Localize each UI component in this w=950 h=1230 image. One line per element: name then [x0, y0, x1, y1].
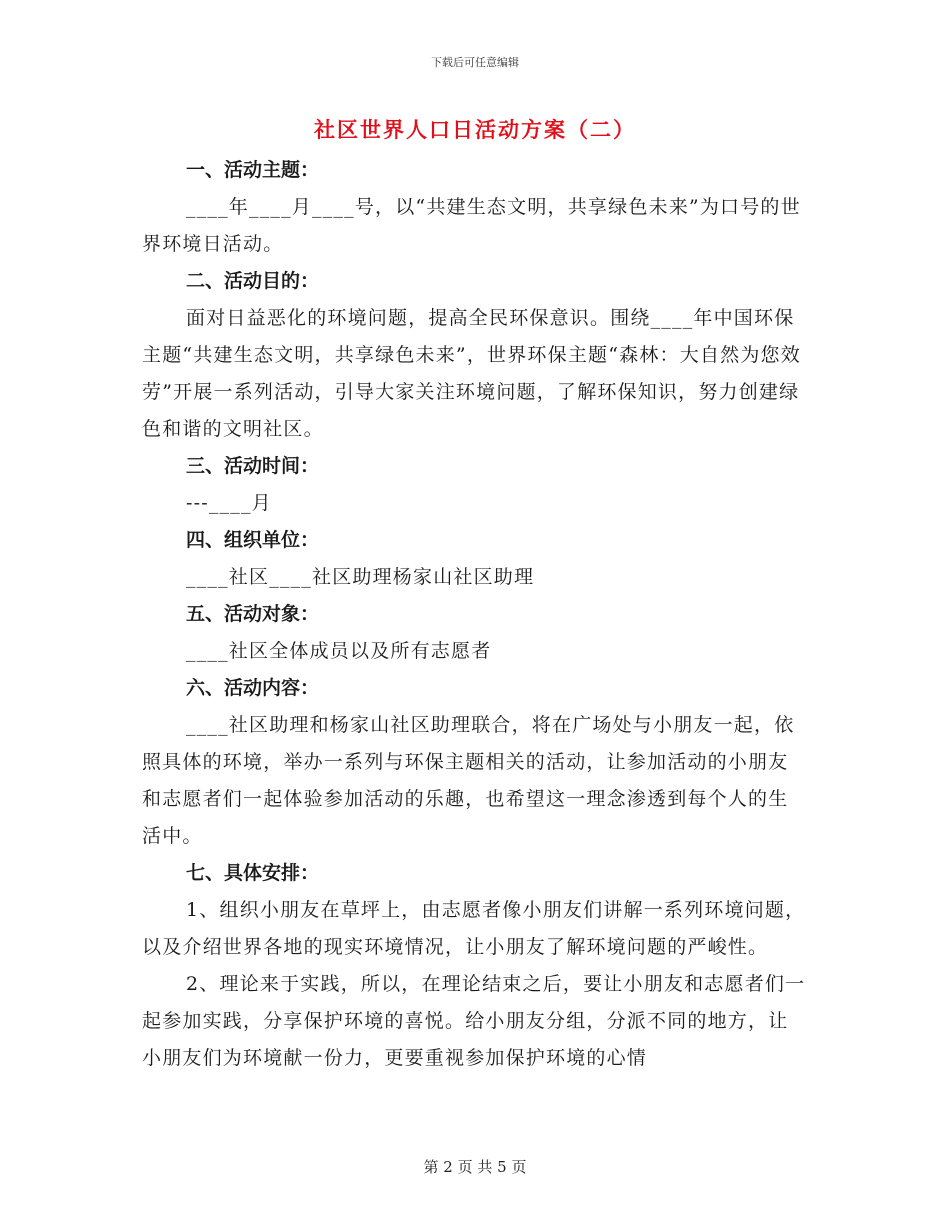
section-paragraph: 2、理论来于实践，所以，在理论结束之后，要让小朋友和志愿者们一起参加实践，分享保护环境的喜悦。给小朋友分组，分派不同的地方，让小朋友们为环境献一份力，更要重视参加保护环境的心情	[142, 973, 806, 1069]
section-paragraph: ____社区全体成员以及所有志愿者	[186, 640, 492, 662]
section-heading: 五、活动对象：	[186, 603, 320, 625]
section-paragraph: ____社区____社区助理杨家山社区助理	[186, 566, 535, 588]
section-paragraph: ---____月	[186, 492, 272, 514]
section-paragraph: 1、组织小朋友在草坪上，由志愿者像小朋友们讲解一系列环境问题，以及介绍世界各地的现实环境情况，让小朋友了解环境问题的严峻性。	[142, 899, 806, 958]
section-paragraph: ____社区助理和杨家山社区助理联合，将在广场处与小朋友一起，依照具体的环境，举办一系列与环保主题相关的活动，让参加活动的小朋友和志愿者们一起体验参加活动的乐趣，也希望这一理念渗透到每个人的生活中。	[142, 714, 795, 847]
section-heading: 一、活动主题：	[186, 159, 320, 181]
section-heading: 二、活动目的：	[186, 270, 320, 292]
document-body	[142, 152, 807, 1077]
section-heading: 四、组织单位：	[186, 529, 320, 551]
page-footer: 第 2 页 共 5 页	[423, 1158, 527, 1176]
section-heading: 七、具体安排：	[186, 862, 320, 884]
section-heading: 六、活动内容：	[186, 677, 320, 699]
section-heading: 三、活动时间：	[186, 455, 320, 477]
header-note: 下载后可任意编辑	[431, 56, 519, 69]
section-paragraph: 面对日益恶化的环境问题，提高全民环保意识。围绕____年中国环保主题“共建生态文明，共享绿色未来”，世界环保主题“森林：大自然为您效劳”开展一系列活动，引导大家关注环境问题，了解环保知识，努力创建绿色和谐的文明社区。	[142, 307, 801, 440]
document-title: 社区世界人口日活动方案（二）	[314, 117, 636, 142]
section-paragraph: ____年____月____号，以“共建生态文明，共享绿色未来”为口号的世界环境日活动。	[142, 196, 801, 255]
